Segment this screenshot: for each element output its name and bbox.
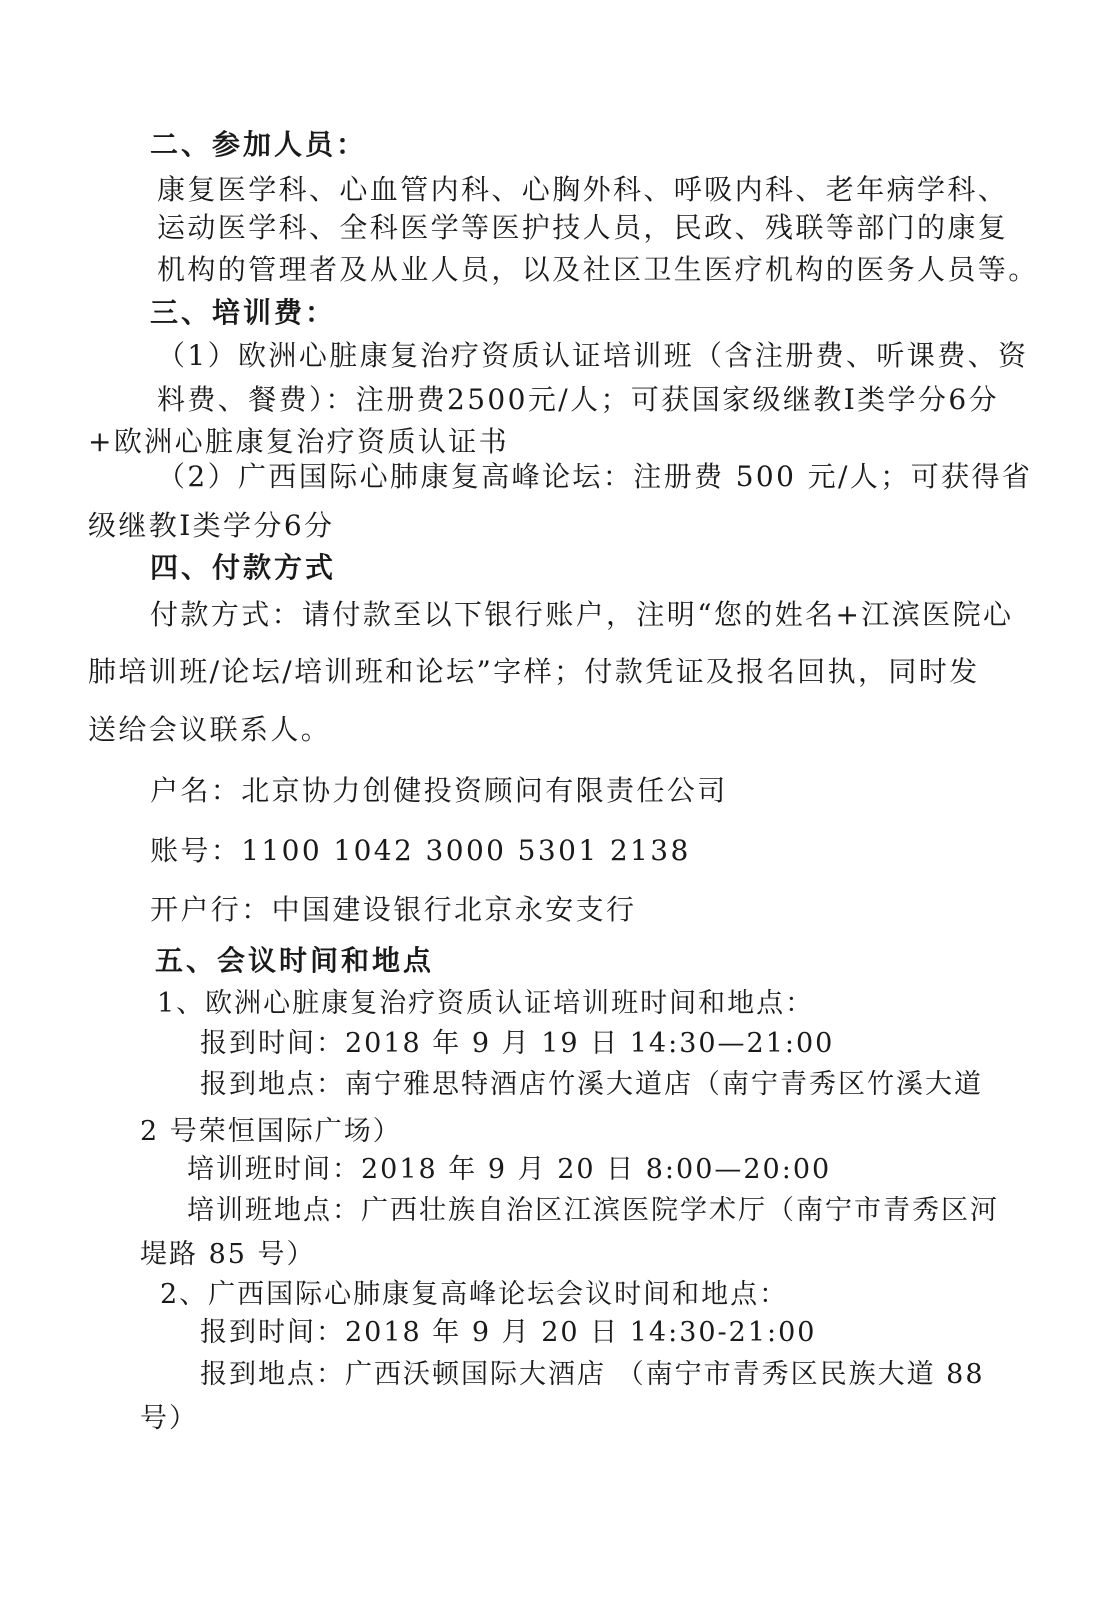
payment-line: 送给会议联系人。 (88, 713, 332, 746)
event-1-class-place: 培训班地点：广西壮族自治区江滨医院学术厅（南宁市青秀区河 (187, 1195, 999, 1226)
event-1-class-time: 培训班时间：2018 年 9 月 20 日 8:00—20:00 (187, 1154, 832, 1185)
fee-item-2-line: 级继教Ⅰ类学分6分 (88, 509, 335, 542)
fee-item-1-line: +欧洲心脏康复治疗资质认证书 (88, 425, 510, 458)
section-2-line: 机构的管理者及从业人员，以及社区卫生医疗机构的医务人员等。 (157, 253, 1039, 286)
event-1-checkin-place: 2 号荣恒国际广场） (140, 1116, 402, 1147)
fee-item-1-line: 料费、餐费）：注册费2500元/人；可获国家级继教Ⅰ类学分6分 (157, 383, 999, 416)
event-2-checkin-place: 号） (140, 1403, 198, 1434)
event-1-checkin-place: 报到地点：南宁雅思特酒店竹溪大道店（南宁青秀区竹溪大道 (200, 1069, 983, 1100)
event-2-checkin-time: 报到时间：2018 年 9 月 20 日 14:30-21:00 (200, 1317, 817, 1348)
fee-item-1-line: （1）欧洲心脏康复治疗资质认证培训班（含注册费、听课费、资 (157, 339, 1029, 372)
bank-branch: 开户行：中国建设银行北京永安支行 (150, 893, 637, 926)
section-4-heading: 四、付款方式 (150, 551, 337, 584)
payment-line: 付款方式：请付款至以下银行账户，注明“您的姓名+江滨医院心 (150, 598, 1014, 631)
section-2-line: 康复医学科、心血管内科、心胸外科、呼吸内科、老年病学科、 (157, 173, 1009, 206)
event-1-class-place: 堤路 85 号） (140, 1239, 316, 1270)
account-name: 户名：北京协力创健投资顾问有限责任公司 (150, 774, 728, 807)
account-number: 账号：1100 1042 3000 5301 2138 (150, 834, 691, 867)
payment-line: 肺培训班/论坛/培训班和论坛”字样；付款凭证及报名回执，同时发 (88, 655, 980, 688)
section-2-heading: 二、参加人员： (150, 128, 368, 161)
section-2-line: 运动医学科、全科医学等医护技人员，民政、残联等部门的康复 (157, 211, 1009, 244)
fee-item-2-line: （2）广西国际心肺康复高峰论坛：注册费 500 元/人；可获得省 (157, 460, 1033, 493)
event-2-checkin-place: 报到地点：广西沃顿国际大酒店 （南宁市青秀区民族大道 88 (200, 1359, 985, 1390)
section-3-heading: 三、培训费： (150, 296, 337, 329)
section-5-heading: 五、会议时间和地点 (155, 944, 435, 977)
event-1-checkin-time: 报到时间：2018 年 9 月 19 日 14:30—21:00 (200, 1028, 835, 1059)
event-2-title: 2、广西国际心肺康复高峰论坛会议时间和地点： (160, 1279, 789, 1310)
event-1-title: 1、欧洲心脏康复治疗资质认证培训班时间和地点： (157, 988, 815, 1019)
